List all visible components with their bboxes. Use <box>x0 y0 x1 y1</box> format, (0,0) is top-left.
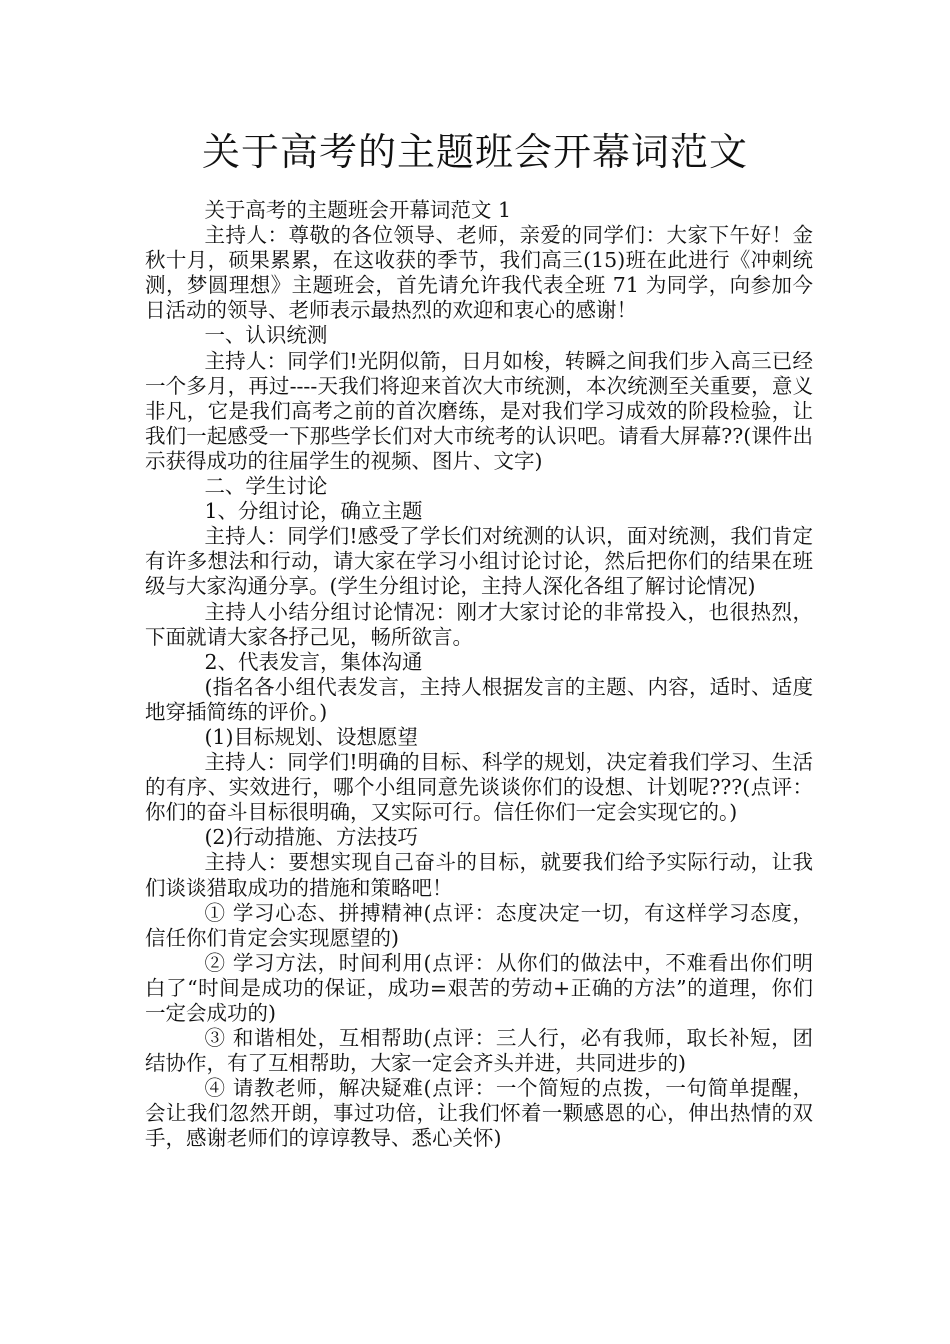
document-body <box>145 198 813 1152</box>
section-title: 关于高考的主题班会开幕词范文 1 <box>204 198 511 222</box>
list-item: ③ 和谐相处，互相帮助(点评：三人行，必有我师，取长补短，团结协作，有了互相帮助，大家一定会齐头并进，共同进步的) <box>145 1026 813 1076</box>
list-item: ① 学习心态、拼搏精神(点评：态度决定一切，有这样学习态度，信任你们肯定会实现愿望的) <box>145 900 813 950</box>
section-heading: 二、学生讨论 <box>204 474 328 499</box>
subsection-heading: 1、分组讨论，确立主题 <box>204 499 423 524</box>
paragraph: 主持人：同学们!感受了学长们对统测的认识，面对统测，我们肯定有许多想法和行动，请大家在学习小组讨论讨论，然后把你们的结果在班级与大家沟通分享。(学生分组讨论，主持人深化各组了解讨论情况) <box>145 524 813 599</box>
paragraph: 主持人：同学们!明确的目标、科学的规划，决定着我们学习、生活的有序、实效进行，哪个小组同意先谈谈你们的设想、计划呢???(点评：你们的奋斗目标很明确，又实际可行。信任你们一定会实现它的。) <box>145 750 813 825</box>
subsection-heading: (1)目标规划、设想愿望 <box>204 724 418 749</box>
paragraph: 主持人：要想实现自己奋斗的目标，就要我们给予实际行动，让我们谈谈猎取成功的措施和策略吧！ <box>145 850 813 900</box>
document-title: 关于高考的主题班会开幕词范文 <box>201 130 748 174</box>
paragraph: 主持人：同学们!光阴似箭，日月如梭，转瞬之间我们步入高三已经一个多月，再过----天我们将迎来首次大市统测，本次统测至关重要，意义非凡，它是我们高考之前的首次磨练，是对我们学习成效的阶段检验，让我们一起感受一下那些学长们对大市统考的认识吧。请看大屏幕??(课件出示获得成功的往届学生的视频、图片、文字) <box>145 348 813 473</box>
subsection-heading: 2、代表发言，集体沟通 <box>204 649 423 674</box>
paragraph: 主持人：尊敬的各位领导、老师，亲爱的同学们：大家下午好！金秋十月，硕果累累，在这收获的季节，我们高三(15)班在此进行《冲刺统测，梦圆理想》主题班会，首先请允许我代表全班 71 为同学，向参加今日活动的领导、老师表示最热烈的欢迎和衷心的感谢！ <box>145 223 813 323</box>
list-item: ④ 请教老师，解决疑难(点评：一个简短的点拨，一句简单提醒，会让我们忽然开朗，事过功倍，让我们怀着一颗感恩的心，伸出热情的双手，感谢老师们的谆谆教导、悉心关怀) <box>145 1076 813 1151</box>
list-item: ② 学习方法，时间利用(点评：从你们的做法中，不难看出你们明白了“时间是成功的保证，成功=艰苦的劳动+正确的方法”的道理，你们一定会成功的) <box>145 950 813 1025</box>
subsection-heading: (2)行动措施、方法技巧 <box>204 825 418 850</box>
section-heading: 一、认识统测 <box>204 323 328 348</box>
paragraph: 主持人小结分组讨论情况：刚才大家讨论的非常投入，也很热烈，下面就请大家各抒己见，畅所欲言。 <box>145 599 813 649</box>
paragraph: (指名各小组代表发言，主持人根据发言的主题、内容，适时、适度地穿插简练的评价。) <box>145 674 813 724</box>
